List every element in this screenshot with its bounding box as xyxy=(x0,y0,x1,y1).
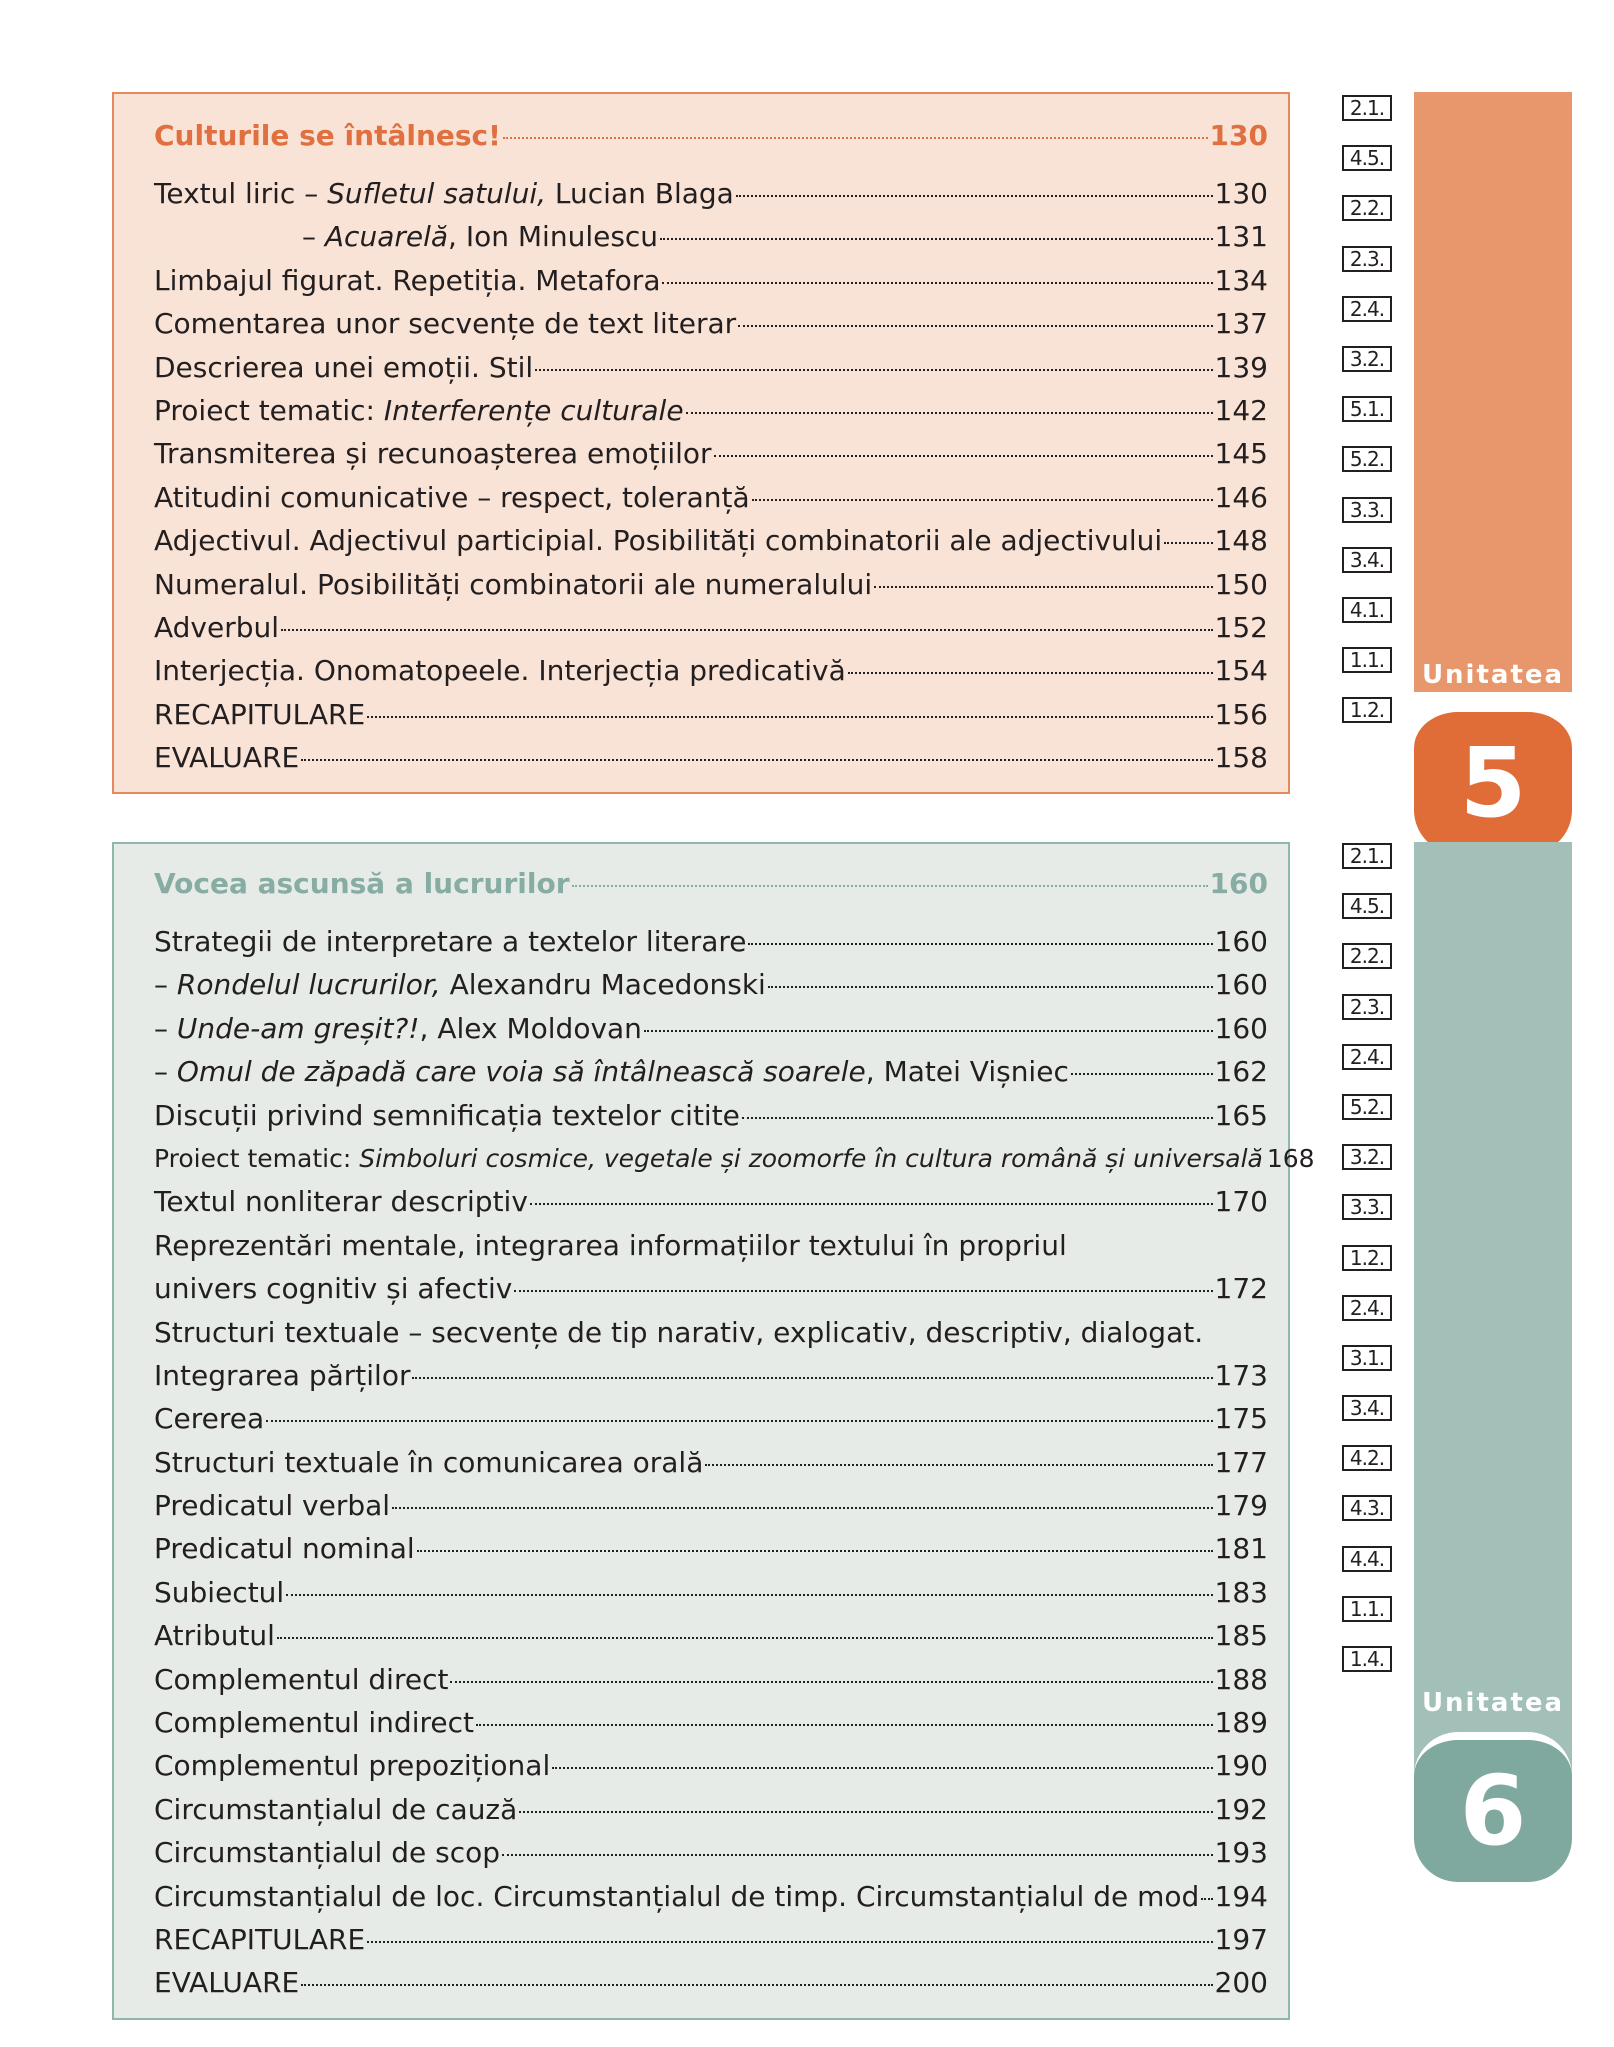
toc-entry-page: 190 xyxy=(1214,1749,1268,1783)
competence-code: 2.3. xyxy=(1342,994,1392,1020)
toc-entry-label: Discuții privind semnificația textelor citite xyxy=(154,1098,740,1132)
toc-entry-page: 175 xyxy=(1214,1402,1268,1436)
competence-code: 1.4. xyxy=(1342,1646,1392,1672)
toc-entry-page: 145 xyxy=(1214,437,1268,471)
toc-entry-label: Atributul xyxy=(154,1619,275,1653)
toc-entry-label: RECAPITULARE xyxy=(154,697,366,731)
toc-entry-label: Predicatul verbal xyxy=(154,1489,391,1523)
competence-code: 2.2. xyxy=(1342,943,1392,969)
toc-entry[interactable] xyxy=(154,736,1268,779)
unit5-tab xyxy=(1414,92,1572,839)
unit6-competences xyxy=(1342,843,1396,1696)
toc-entry-label: Complementul direct xyxy=(154,1662,449,1696)
unit6-toc-panel xyxy=(112,842,1315,2020)
leader-dots xyxy=(417,1550,1213,1552)
toc-entry-label: Structuri textuale – secvențe de tip narativ, explicativ, descriptiv, dialogat. xyxy=(154,1315,1204,1349)
leader-dots xyxy=(266,1420,1212,1422)
toc-entry-label: Circumstanțialul de cauză xyxy=(154,1792,518,1826)
toc-entry-page: 192 xyxy=(1214,1792,1268,1826)
unit6-title: Vocea ascunsă a lucrurilor xyxy=(154,867,570,900)
competence-code: 4.2. xyxy=(1342,1445,1392,1471)
toc-entry[interactable] xyxy=(154,1267,1268,1310)
competence-code: 1.2. xyxy=(1342,697,1392,723)
leader-dots xyxy=(392,1507,1213,1509)
toc-entry-page: 183 xyxy=(1214,1575,1268,1609)
toc-entry-page: 173 xyxy=(1214,1358,1268,1392)
toc-entry-page: 156 xyxy=(1214,697,1268,731)
toc-entry-label: – Omul de zăpadă care voia să întâlnească soarele, Matei Vișniec xyxy=(154,1055,1069,1089)
toc-entry-label: – Unde-am greșit?!, Alex Moldovan xyxy=(154,1011,642,1045)
leader-dots xyxy=(367,716,1212,718)
leader-dots xyxy=(519,1811,1212,1813)
leader-dots xyxy=(686,412,1213,414)
toc-entry-label: Strategii de interpretare a textelor literare xyxy=(154,925,747,958)
toc-entry-label: EVALUARE xyxy=(154,1966,300,2000)
toc-entry[interactable] xyxy=(154,519,1268,562)
toc-entry[interactable] xyxy=(154,1224,1268,1267)
toc-entry-page: 148 xyxy=(1214,524,1268,558)
toc-entry-label: Interjecția. Onomatopeele. Interjecția predicativă xyxy=(154,654,846,688)
toc-entry[interactable] xyxy=(154,1354,1268,1397)
leader-dots xyxy=(502,1854,1213,1856)
competence-code: 4.5. xyxy=(1342,145,1392,171)
competence-code: 5.2. xyxy=(1342,446,1392,472)
leader-dots xyxy=(874,586,1212,588)
toc-entry[interactable] xyxy=(154,693,1268,736)
toc-entry-page: 131 xyxy=(1214,220,1268,254)
competence-code: 3.2. xyxy=(1342,1144,1392,1170)
toc-entry-page: 179 xyxy=(1214,1489,1268,1523)
toc-entry-page: 165 xyxy=(1214,1098,1268,1132)
toc-entry-page: 154 xyxy=(1214,654,1268,688)
unit5-toc-panel xyxy=(112,92,1290,794)
competence-code: 3.4. xyxy=(1342,1395,1392,1421)
competence-code: 1.1. xyxy=(1342,1596,1392,1622)
toc-entry-page: 130 xyxy=(1214,177,1268,210)
leader-dots xyxy=(286,1594,1212,1596)
toc-entry-page: 177 xyxy=(1214,1445,1268,1479)
leader-dots xyxy=(752,499,1213,501)
toc-entry-label: Descrierea unei emoții. Stil xyxy=(154,350,534,384)
unit6-tab-bar xyxy=(1414,842,1572,1812)
competence-code: 4.4. xyxy=(1342,1546,1392,1572)
competence-code: 2.2. xyxy=(1342,195,1392,221)
toc-entry[interactable] xyxy=(154,649,1268,692)
toc-entry[interactable] xyxy=(154,1007,1268,1050)
toc-entry-label: Integrarea părților xyxy=(154,1358,411,1392)
competence-code: 4.3. xyxy=(1342,1495,1392,1521)
toc-entry[interactable] xyxy=(154,963,1268,1006)
toc-entry-label: Numeralul. Posibilități combinatorii ale numeralului xyxy=(154,567,873,601)
toc-entry-page: 197 xyxy=(1214,1922,1268,1956)
toc-entry-page: 139 xyxy=(1214,350,1268,384)
unit6-number-badge xyxy=(1414,1732,1572,1882)
competence-code: 3.1. xyxy=(1342,1345,1392,1371)
unit5-title: Culturile se întâlnesc! xyxy=(154,119,501,152)
toc-entry[interactable] xyxy=(154,1831,1268,1874)
unit5-tab-bar xyxy=(1414,92,1572,692)
toc-entry[interactable] xyxy=(154,1701,1268,1744)
toc-entry[interactable] xyxy=(154,389,1268,432)
leader-dots xyxy=(450,1681,1212,1683)
toc-entry-page: 189 xyxy=(1214,1706,1268,1740)
toc-entry-page: 160 xyxy=(1214,1011,1268,1045)
competence-code: 1.2. xyxy=(1342,1245,1392,1271)
toc-entry-page: 162 xyxy=(1214,1055,1268,1089)
leader-dots xyxy=(530,1203,1213,1205)
leader-dots xyxy=(1164,542,1212,544)
leader-dots xyxy=(1201,1898,1212,1900)
unit6-tab xyxy=(1414,842,1572,1898)
leader-dots xyxy=(277,1637,1213,1639)
toc-entry-label: Textul nonliterar descriptiv xyxy=(154,1185,528,1219)
leader-dots xyxy=(301,1984,1212,1986)
toc-entry[interactable] xyxy=(154,1744,1268,1787)
toc-entry-page: 146 xyxy=(1214,480,1268,514)
competence-code: 2.4. xyxy=(1342,1044,1392,1070)
toc-entry[interactable] xyxy=(154,920,1268,963)
toc-entry-page: 194 xyxy=(1214,1879,1268,1913)
toc-entry-label: Cererea xyxy=(154,1402,265,1436)
competence-code: 2.1. xyxy=(1342,95,1392,121)
toc-entry[interactable] xyxy=(154,1571,1268,1614)
toc-entry-label: Complementul indirect xyxy=(154,1706,474,1740)
toc-entry[interactable] xyxy=(154,1875,1268,1918)
leader-dots xyxy=(301,759,1212,761)
leader-dots xyxy=(714,455,1213,457)
toc-entry[interactable] xyxy=(154,259,1268,302)
unit6-tab-label: Unitatea xyxy=(1421,1688,1565,1718)
unit6-title-page: 160 xyxy=(1209,867,1268,900)
toc-entry[interactable] xyxy=(154,1441,1268,1484)
leader-dots xyxy=(572,885,1208,887)
toc-entry-page: 160 xyxy=(1214,925,1268,958)
toc-entry-page: 181 xyxy=(1214,1532,1268,1566)
toc-entry-label: – Rondelul lucrurilor, Alexandru Macedonski xyxy=(154,968,766,1002)
leader-dots xyxy=(367,1941,1212,1943)
leader-dots xyxy=(742,1117,1213,1119)
toc-entry-label: Adjectivul. Adjectivul participial. Posibilități combinatorii ale adjectivului xyxy=(154,524,1163,558)
unit6-entries xyxy=(154,920,1315,2005)
competence-code: 3.3. xyxy=(1342,1194,1392,1220)
toc-entry-page: 160 xyxy=(1214,968,1268,1002)
toc-entry-page: 185 xyxy=(1214,1619,1268,1653)
toc-entry[interactable] xyxy=(154,172,1268,215)
toc-entry-label: Complementul prepozițional xyxy=(154,1749,551,1783)
competence-code: 5.2. xyxy=(1342,1094,1392,1120)
toc-entry[interactable] xyxy=(154,1180,1268,1223)
toc-entry-label: Transmiterea și recunoașterea emoțiilor xyxy=(154,437,712,471)
toc-entry-page: 193 xyxy=(1214,1836,1268,1870)
leader-dots xyxy=(476,1724,1213,1726)
leader-dots xyxy=(503,137,1208,139)
leader-dots xyxy=(738,325,1212,327)
toc-entry[interactable] xyxy=(154,215,1268,258)
toc-entry-page: 152 xyxy=(1214,610,1268,644)
toc-entry-label: EVALUARE xyxy=(154,741,300,775)
unit5-title-page: 130 xyxy=(1209,119,1268,152)
toc-entry-label: RECAPITULARE xyxy=(154,1922,366,1956)
competence-code: 2.4. xyxy=(1342,296,1392,322)
toc-entry[interactable] xyxy=(154,1961,1268,2004)
toc-entry[interactable] xyxy=(154,1050,1268,1093)
competence-code: 3.2. xyxy=(1342,346,1392,372)
toc-entry-page: 150 xyxy=(1214,567,1268,601)
toc-entry[interactable] xyxy=(154,1527,1268,1570)
toc-entry-label: Limbajul figurat. Repetiția. Metafora xyxy=(154,263,661,297)
toc-entry-page: 170 xyxy=(1214,1185,1268,1219)
leader-dots xyxy=(705,1464,1212,1466)
unit5-entries xyxy=(154,172,1268,779)
toc-entry-label: Circumstanțialul de loc. Circumstanțialul de timp. Circumstanțialul de mod xyxy=(154,1879,1200,1913)
toc-entry[interactable] xyxy=(154,1137,1315,1180)
toc-entry-label: Predicatul nominal xyxy=(154,1532,415,1566)
competence-code: 5.1. xyxy=(1342,396,1392,422)
toc-entry-page: 168 xyxy=(1266,1143,1315,1173)
toc-entry-page: 158 xyxy=(1214,741,1268,775)
toc-entry-label: Proiect tematic: Interferențe culturale xyxy=(154,393,684,427)
toc-entry-label: univers cognitiv și afectiv xyxy=(154,1272,513,1306)
toc-entry-page: 142 xyxy=(1214,393,1268,427)
competence-code: 2.3. xyxy=(1342,246,1392,272)
leader-dots xyxy=(748,943,1212,945)
toc-entry[interactable] xyxy=(154,1397,1268,1440)
toc-entry-page: 172 xyxy=(1214,1272,1268,1306)
toc-entry[interactable] xyxy=(154,563,1268,606)
toc-entry[interactable] xyxy=(154,346,1268,389)
toc-entry-page: 188 xyxy=(1214,1662,1268,1696)
competence-code: 1.1. xyxy=(1342,647,1392,673)
leader-dots xyxy=(660,238,1213,240)
unit5-title-line[interactable] xyxy=(154,116,1268,156)
leader-dots xyxy=(736,195,1213,197)
leader-dots xyxy=(552,1767,1212,1769)
leader-dots xyxy=(535,369,1212,371)
toc-entry[interactable] xyxy=(154,476,1268,519)
toc-entry-label: Subiectul xyxy=(154,1575,285,1609)
unit6-title-line[interactable] xyxy=(154,864,1268,904)
competence-code: 3.3. xyxy=(1342,497,1392,523)
toc-entry[interactable] xyxy=(154,606,1268,649)
toc-entry[interactable] xyxy=(154,1484,1268,1527)
leader-dots xyxy=(514,1290,1212,1292)
leader-dots xyxy=(848,672,1213,674)
toc-entry-label: Proiect tematic: Simboluri cosmice, vegetale și zoomorfe în cultura română și universală xyxy=(154,1143,1263,1173)
toc-entry[interactable] xyxy=(154,1918,1268,1961)
toc-entry-page: 200 xyxy=(1214,1966,1268,2000)
unit6-number: 6 xyxy=(1459,1755,1527,1867)
unit5-number-badge xyxy=(1414,704,1572,854)
toc-entry-label: Textul liric – Sufletul satului, Lucian Blaga xyxy=(154,177,734,210)
competence-code: 4.1. xyxy=(1342,597,1392,623)
toc-entry[interactable] xyxy=(154,1614,1268,1657)
toc-entry-label: Structuri textuale în comunicarea orală xyxy=(154,1445,704,1479)
toc-entry[interactable] xyxy=(154,432,1268,475)
leader-dots xyxy=(768,986,1213,988)
leader-dots xyxy=(644,1030,1213,1032)
unit5-number: 5 xyxy=(1459,727,1527,839)
toc-entry-page: 134 xyxy=(1214,263,1268,297)
competence-code: 2.4. xyxy=(1342,1295,1392,1321)
toc-entry-label: Comentarea unor secvențe de text literar xyxy=(154,307,737,341)
leader-dots xyxy=(662,282,1212,284)
leader-dots xyxy=(281,629,1213,631)
toc-entry[interactable] xyxy=(154,1094,1268,1137)
toc-entry[interactable] xyxy=(154,1658,1268,1701)
leader-dots xyxy=(412,1377,1212,1379)
competence-code: 4.5. xyxy=(1342,893,1392,919)
toc-entry-label: Circumstanțialul de scop xyxy=(154,1836,501,1870)
toc-entry-label: Reprezentări mentale, integrarea informațiilor textului în propriul xyxy=(154,1228,1067,1262)
toc-entry-label: Adverbul xyxy=(154,610,280,644)
competence-code: 2.1. xyxy=(1342,843,1392,869)
toc-entry[interactable] xyxy=(154,1788,1268,1831)
toc-entry[interactable] xyxy=(154,302,1268,345)
toc-entry-label: – Acuarelă, Ion Minulescu xyxy=(302,220,659,254)
leader-dots xyxy=(1071,1073,1213,1075)
competence-code: 3.4. xyxy=(1342,547,1392,573)
toc-entry-label: Atitudini comunicative – respect, toleranță xyxy=(154,480,750,514)
toc-entry-page: 137 xyxy=(1214,307,1268,341)
toc-entry[interactable] xyxy=(154,1311,1268,1354)
unit5-tab-label: Unitatea xyxy=(1421,660,1565,690)
unit5-competences xyxy=(1342,95,1396,747)
